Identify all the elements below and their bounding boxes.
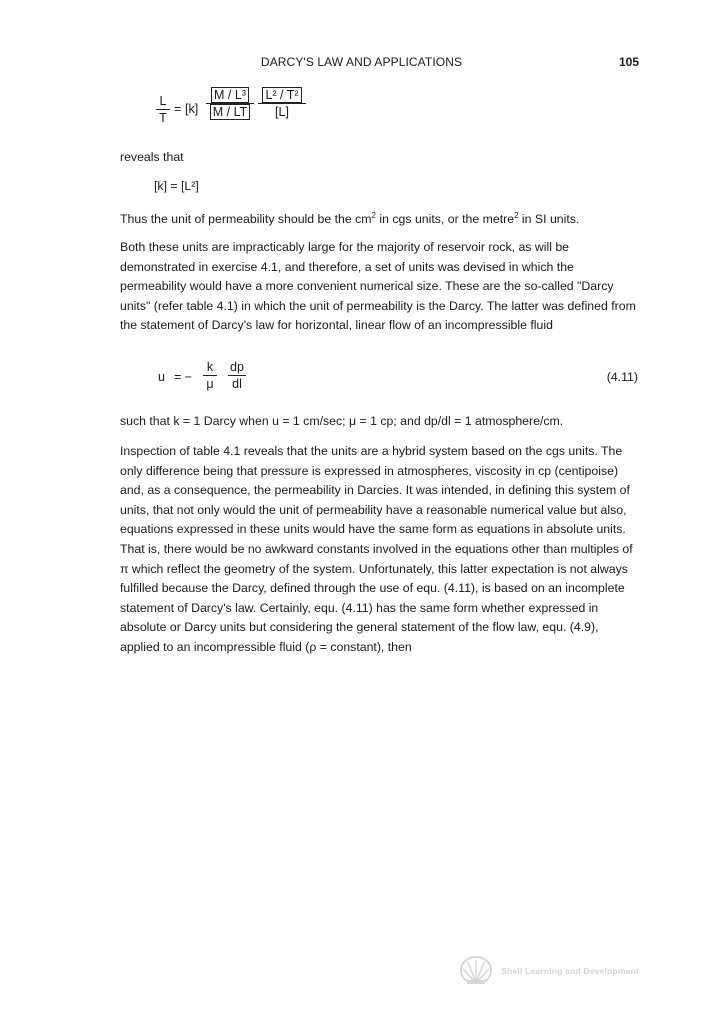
k-bracket: [k] [185, 102, 199, 116]
eq-numerator-k: k [206, 360, 214, 374]
darcy-equation [158, 360, 648, 400]
paragraph-units: Thus the unit of permeability should be the $cm^2$ in cgs units, or the metre$^2$ in SI units. [120, 210, 580, 226]
mass-numerator: M / L³ [211, 87, 249, 103]
length-denominator: [L] [275, 105, 289, 119]
paragraph-reveals: reveals that [120, 150, 184, 164]
eq-operator: = − [174, 370, 193, 384]
length-numerator: L² / T² [262, 87, 301, 103]
lhs-numerator: L [159, 94, 167, 108]
paragraph-darcy-units: Both these units are impracticably large for the majority of reservoir rock, as will be demonstrated in exercise 4.1, and therefore, a set of units was devised in which the permeability would have a more convenient numerical size. These are the so-called "Darcy units" (refer table 4.1) in which the unit of permeability is the Darcy. The latter was defined from the statement of Darcy's law for horizontal, linear flow of an incompressible fluid [120, 240, 636, 333]
dimensional-equation [152, 86, 322, 136]
paragraph-darcy-definition: such that k = 1 Darcy when u = 1 cm/sec; μ = 1 cp; and dp/dl = 1 atmosphere/cm. [120, 414, 564, 428]
running-header-title: DARCY'S LAW AND APPLICATIONS [260, 55, 463, 69]
page-number: 105 [618, 55, 639, 69]
lhs-fraction [156, 94, 170, 125]
eq-numerator-dp: dp [230, 360, 244, 374]
eq-denominator-mu: μ [206, 377, 214, 391]
equals-sign: = [174, 102, 182, 116]
lhs-denominator: T [159, 111, 167, 125]
length-fraction [258, 88, 306, 119]
mass-fraction [206, 88, 254, 119]
k-over-mu-fraction [203, 360, 217, 391]
shell-logo-icon [459, 956, 493, 986]
k-dimension-equation: [k] = [L²] [154, 179, 199, 193]
eq-denominator-dl: dl [232, 377, 242, 391]
dp-over-dl-fraction [228, 360, 246, 391]
publisher-logo [459, 956, 639, 986]
mass-denominator: M / LT [210, 104, 251, 120]
equation-number: (4.11) [606, 370, 638, 384]
paragraph-inspection: Inspection of table 4.1 reveals that the units are a hybrid system based on the cgs units. The only difference being that pressure is expressed in atmospheres, viscosity in cp (centipoise) and, as a consequence, the permeability in Darcies. It was intended, in defining this system of units, that not only would the unit of permeability have a reasonable numerical value but also, equations expressed in these units would have the same form as equations in absolute units. That is, there would be no awkward constants involved in the equations other than multiples of π which reflect the geometry of the system. Unfortunately, this latter expectation is not always fulfilled because the Darcy, defined through the use of equ. (4.11), is based on an incomplete statement of Darcy's law. Certainly, equ. (4.11) has the same form whether expressed in absolute or Darcy units but considering the general statement of the flow law, equ. (4.9), applied to an incompressible fluid (ρ = constant), then [120, 444, 633, 654]
logo-text: Shell Learning and Development [501, 966, 639, 976]
eq-lhs: u [158, 370, 165, 384]
